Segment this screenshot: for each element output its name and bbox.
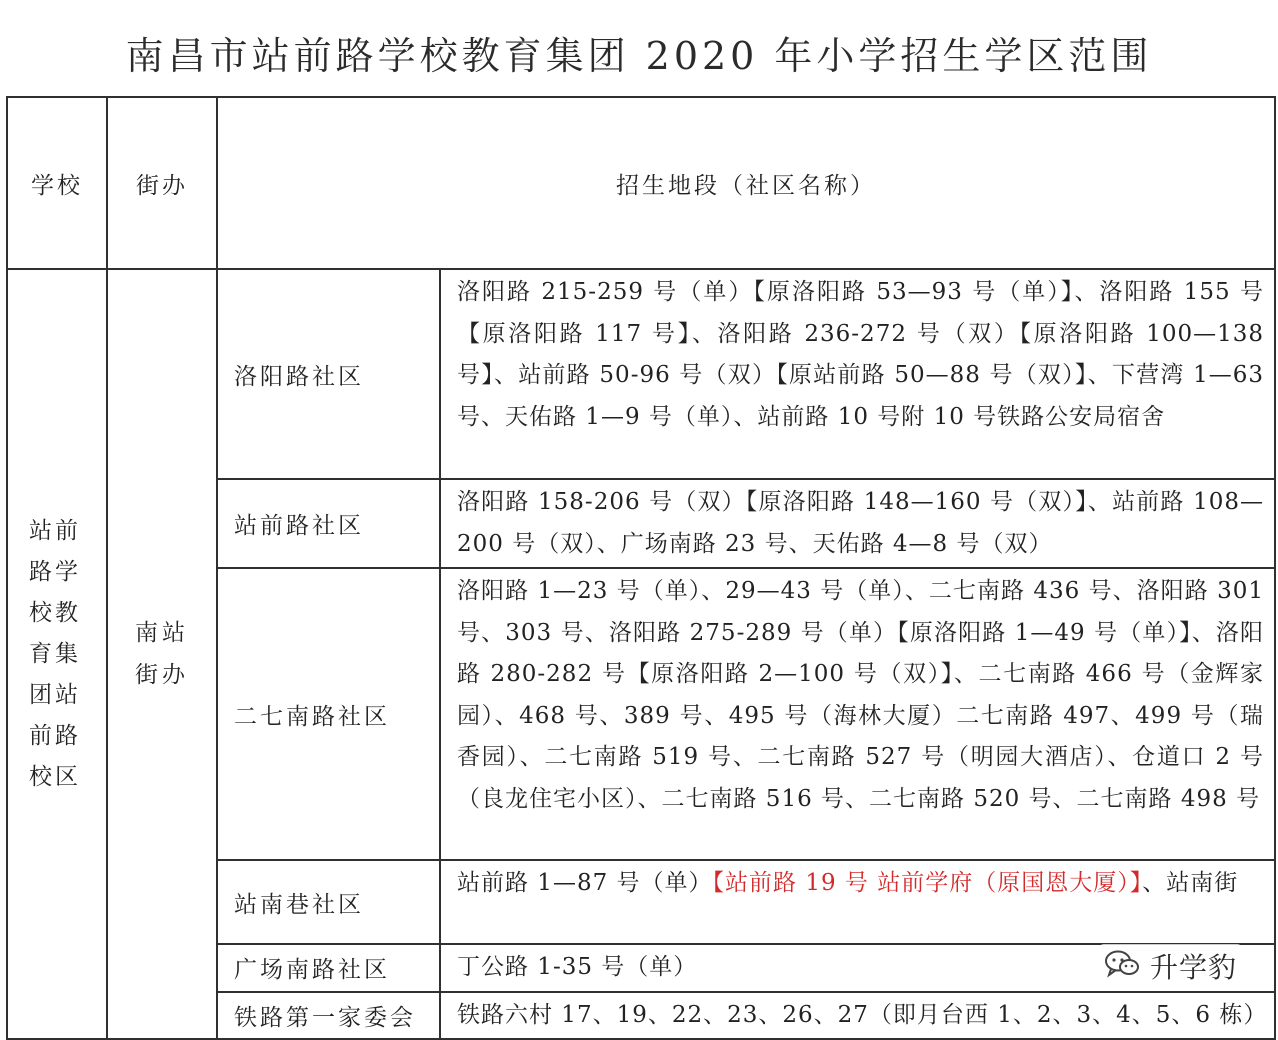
- wechat-icon: [1104, 949, 1140, 983]
- table-header-row: [7, 97, 1275, 269]
- street-cell: [107, 269, 217, 1039]
- range-text-part: 站前路 1—87 号（单）: [457, 870, 713, 896]
- school-cell: [7, 269, 107, 1039]
- header-school: 学校: [7, 97, 107, 269]
- community-name: 站前路社区: [217, 479, 440, 568]
- community-name: 洛阳路社区: [217, 269, 440, 479]
- range-text: 丁公路 1-35 号（单）: [440, 944, 1275, 992]
- community-name: 站南巷社区: [217, 860, 440, 944]
- school-name: 站前路学校教育集团站前路校区: [29, 517, 81, 790]
- header-street: 街办: [107, 97, 217, 269]
- header-range: 招生地段（社区名称）: [217, 97, 1275, 269]
- page-title: 南昌市站前路学校教育集团 2020 年小学招生学区范围: [125, 34, 1153, 78]
- community-name: 二七南路社区: [217, 568, 440, 860]
- range-text-part: 、站南街: [1142, 870, 1239, 896]
- watermark: [1098, 944, 1243, 988]
- range-text-mixed: [440, 860, 1275, 944]
- range-text: 铁路六村 17、19、22、23、26、27（即月台西 1、2、3、4、5、6 栋）: [440, 992, 1275, 1040]
- range-text: 洛阳路 158-206 号（双）【原洛阳路 148—160 号（双）】、站前路 108—200 号（双）、广场南路 23 号、天佑路 4—8 号（双）: [440, 479, 1275, 568]
- community-name: 广场南路社区: [217, 944, 440, 992]
- table-row: [7, 269, 1275, 479]
- range-text: 洛阳路 215-259 号（单）【原洛阳路 53—93 号（单）】、洛阳路 155 号【原洛阳路 117 号】、洛阳路 236-272 号（双）【原洛阳路 100—138 号】、站前路 50-96 号（双）【原站前路 50—88 号（双）】、下营湾 1—63 号、天佑路 1—9 号（单）、站前路 10 号附 10 号铁路公安局宿舍: [440, 269, 1275, 479]
- enrollment-table: [6, 96, 1276, 1040]
- street-name: 南站街办: [135, 620, 189, 688]
- watermark-text: 升学豹: [1150, 951, 1238, 984]
- range-text: 洛阳路 1—23 号（单）、29—43 号（单）、二七南路 436 号、洛阳路 301 号、303 号、洛阳路 275-289 号（单）【原洛阳路 1—49 号（单）】、洛阳路 280-282 号【原洛阳路 2—100 号（双）】、二七南路 466 号（金辉家园）、468 号、389 号、495 号（海林大厦）二七南路 497、499 号（瑞香园）、二七南路 519 号、二七南路 527 号（明园大酒店）、仓道口 2 号（良龙住宅小区）、二七南路 516 号、二七南路 520 号、二七南路 498 号: [440, 568, 1275, 860]
- range-highlight: 【站前路 19 号 站前学府（原国恩大厦）】: [712, 870, 1143, 896]
- community-name: 铁路第一家委会: [217, 992, 440, 1040]
